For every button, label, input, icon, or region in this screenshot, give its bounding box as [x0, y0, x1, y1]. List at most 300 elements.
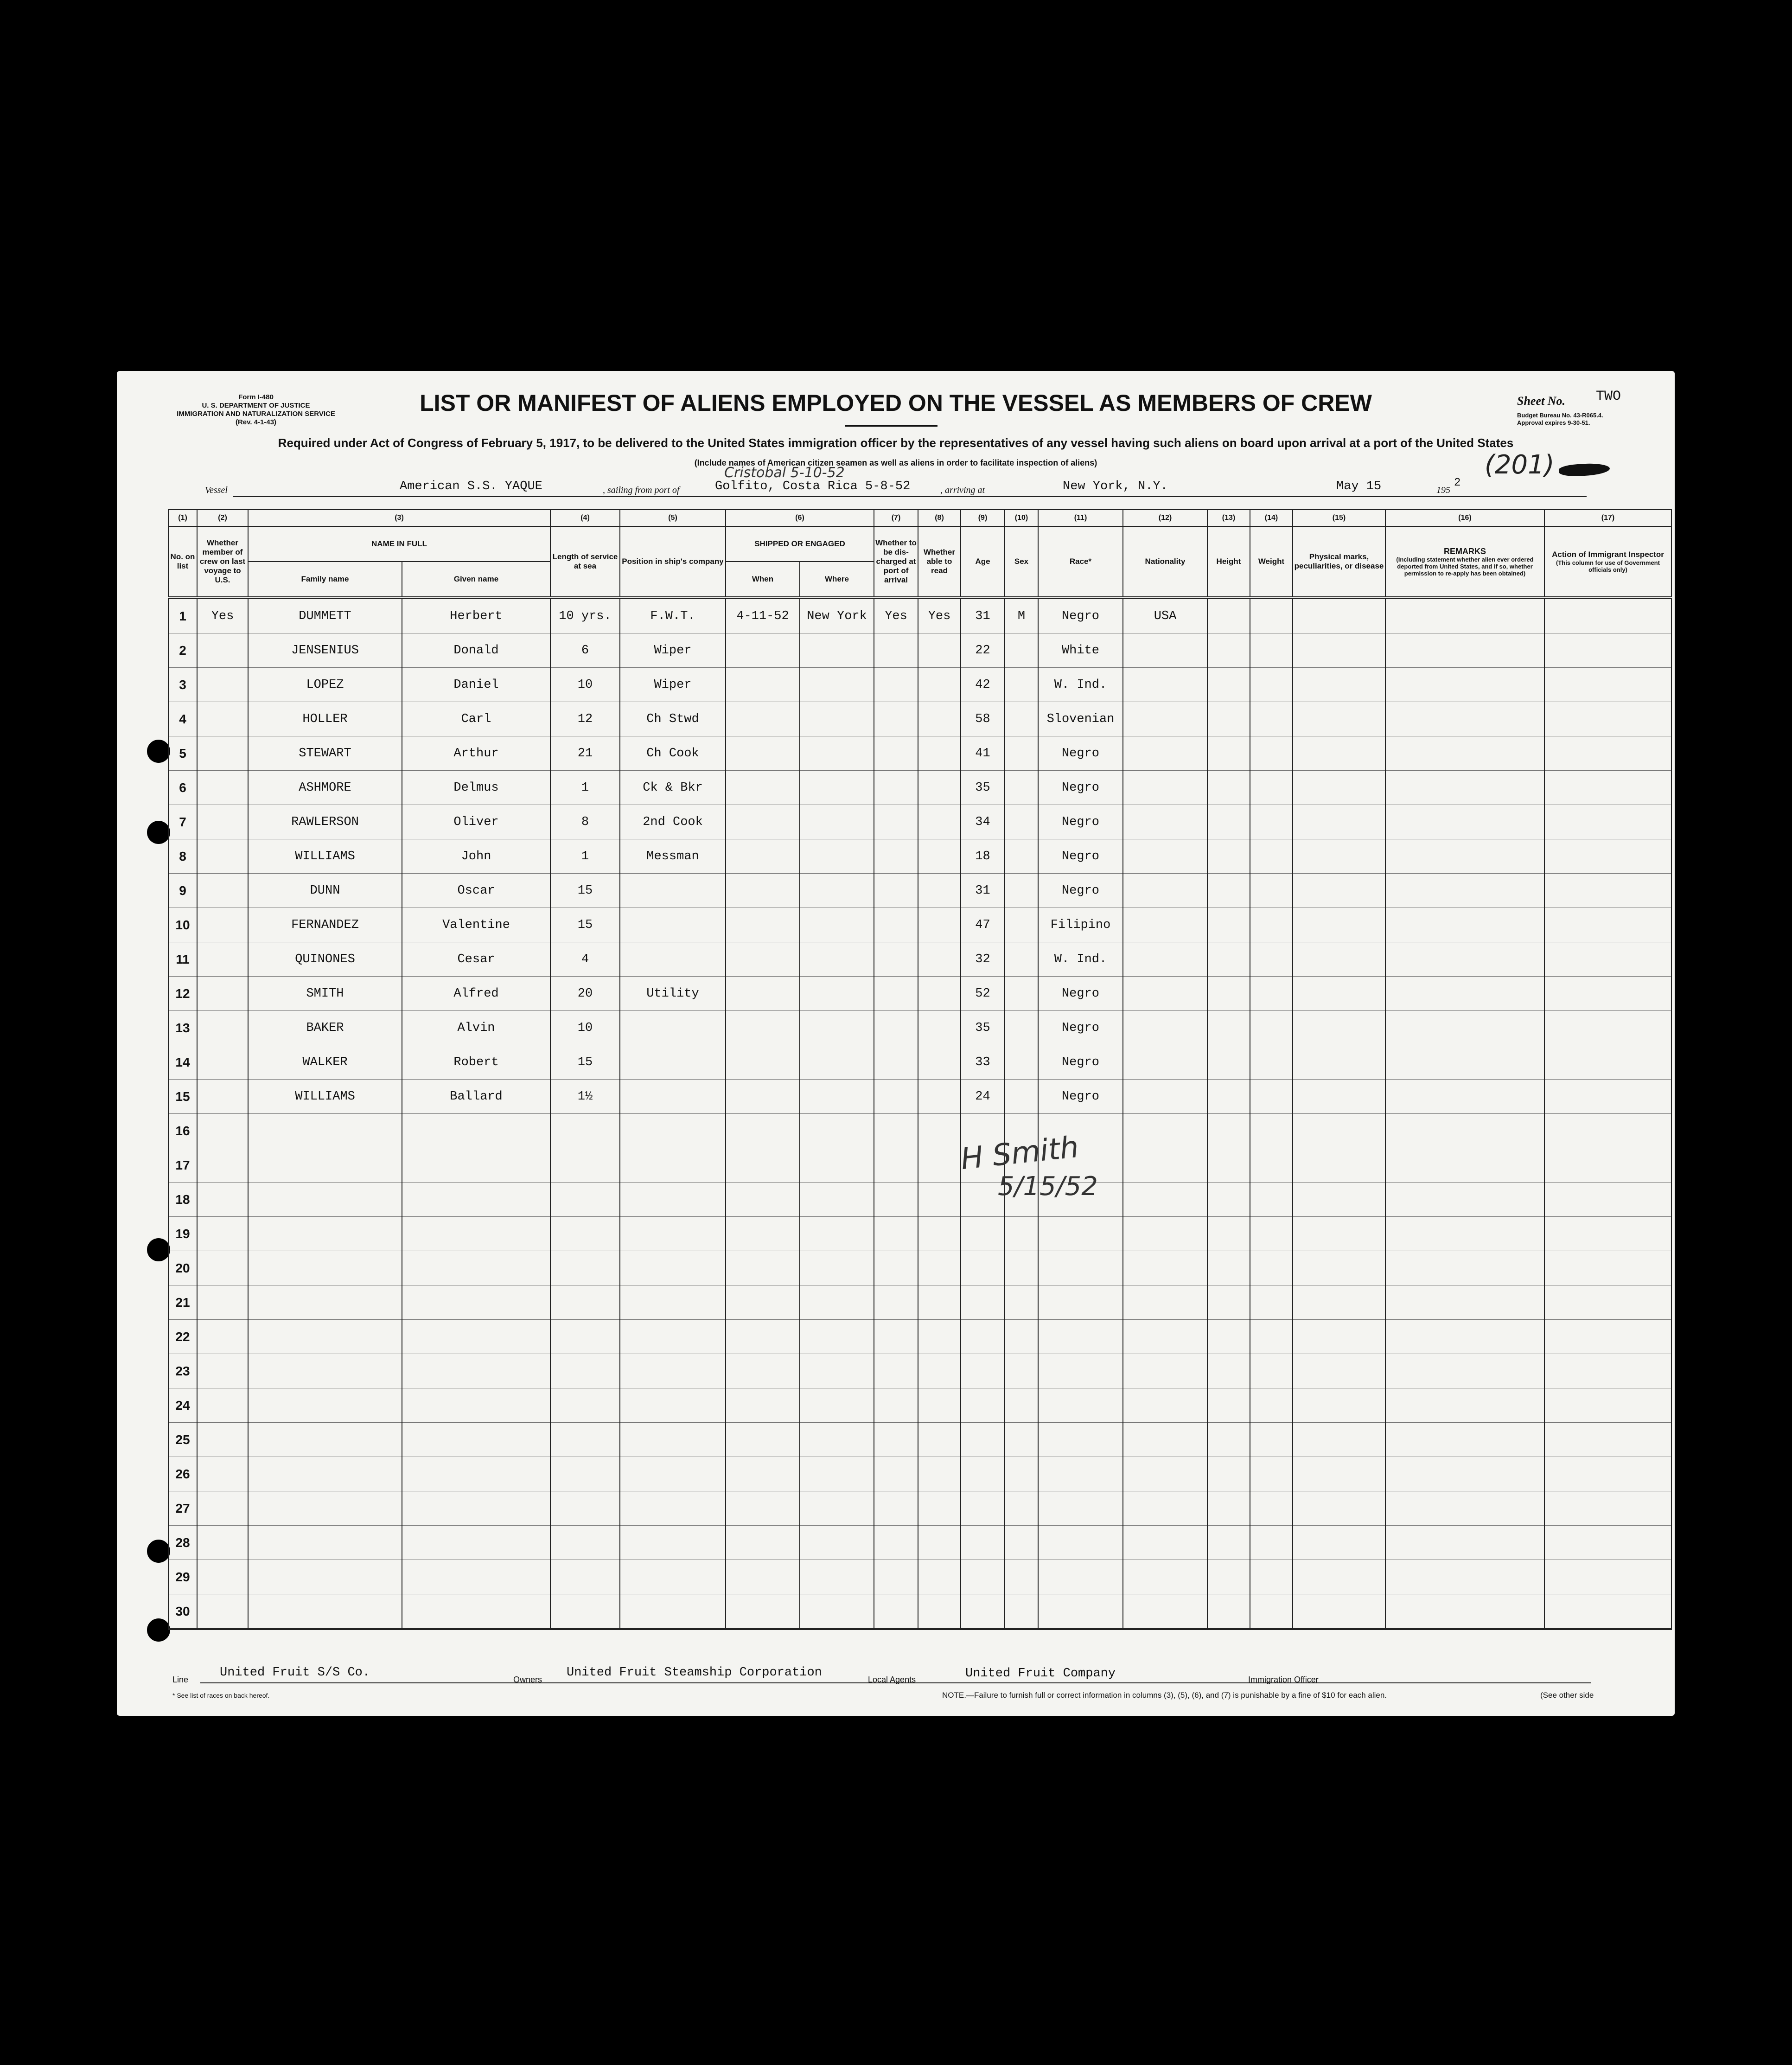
height-cell — [1207, 1320, 1250, 1354]
race-cell: Slovenian — [1038, 702, 1123, 736]
sex-cell — [1005, 1251, 1038, 1285]
remarks-cell — [1385, 1457, 1544, 1491]
weight-cell — [1250, 805, 1293, 839]
action-cell — [1544, 1183, 1671, 1217]
family-name-cell: BAKER — [248, 1011, 402, 1045]
title-underline — [845, 425, 937, 427]
page-title: LIST OR MANIFEST OF ALIENS EMPLOYED ON THE VESSEL AS MEMBERS OF CREW — [420, 390, 1372, 416]
shipped-where-cell — [800, 1114, 874, 1148]
sex-cell: M — [1005, 598, 1038, 633]
action-cell — [1544, 1560, 1671, 1594]
previous-voyage-cell — [197, 1080, 248, 1114]
given-name-cell — [402, 1526, 550, 1560]
port-annotation: Cristobal 5-10-52 — [724, 465, 845, 481]
nationality-cell — [1123, 1594, 1207, 1630]
height-cell — [1207, 1526, 1250, 1560]
action-cell — [1544, 874, 1671, 908]
physical-marks-cell — [1293, 736, 1385, 771]
age-cell: 24 — [961, 1080, 1005, 1114]
height-cell — [1207, 1594, 1250, 1630]
punch-hole — [147, 1618, 170, 1642]
position-cell: Wiper — [620, 668, 726, 702]
weight-cell — [1250, 1183, 1293, 1217]
height-cell — [1207, 633, 1250, 668]
length-of-service-cell — [550, 1388, 620, 1423]
able-to-read-cell — [918, 1457, 961, 1491]
shipped-where-cell: New York — [800, 598, 874, 633]
remarks-cell — [1385, 771, 1544, 805]
race-cell: W. Ind. — [1038, 942, 1123, 977]
race-cell — [1038, 1354, 1123, 1388]
shipped-where-cell — [800, 1526, 874, 1560]
shipped-when-cell — [726, 702, 800, 736]
previous-voyage-cell — [197, 908, 248, 942]
nationality-cell — [1123, 1217, 1207, 1251]
position-cell — [620, 908, 726, 942]
row-number-cell: 4 — [168, 702, 197, 736]
action-cell — [1544, 839, 1671, 874]
discharged-cell — [874, 736, 918, 771]
height-cell — [1207, 598, 1250, 633]
given-name-cell — [402, 1114, 550, 1148]
race-cell: White — [1038, 633, 1123, 668]
weight-cell — [1250, 1320, 1293, 1354]
height-cell — [1207, 702, 1250, 736]
previous-voyage-cell — [197, 1388, 248, 1423]
height-cell — [1207, 1045, 1250, 1080]
handwritten-number: (201) — [1485, 450, 1555, 480]
height-cell — [1207, 1388, 1250, 1423]
position-cell — [620, 942, 726, 977]
height-cell — [1207, 908, 1250, 942]
position-cell — [620, 1217, 726, 1251]
race-cell: Negro — [1038, 874, 1123, 908]
nationality-cell — [1123, 1491, 1207, 1526]
action-cell — [1544, 1011, 1671, 1045]
shipped-when-cell — [726, 1080, 800, 1114]
height-cell — [1207, 1080, 1250, 1114]
remarks-cell — [1385, 1251, 1544, 1285]
given-name-cell — [402, 1594, 550, 1630]
previous-voyage-cell — [197, 1320, 248, 1354]
row-number-cell: 12 — [168, 977, 197, 1011]
table-row — [168, 1457, 1671, 1491]
row-number-cell: 9 — [168, 874, 197, 908]
physical-marks-cell — [1293, 1045, 1385, 1080]
race-cell — [1038, 1491, 1123, 1526]
remarks-note: (Including statement whether alien ever ordered deported from United States, and if so, whether permission to re-apply has been obtained) — [1396, 556, 1534, 577]
remarks-cell — [1385, 1560, 1544, 1594]
family-name-cell — [248, 1594, 402, 1630]
sex-cell — [1005, 1491, 1038, 1526]
row-number-cell: 23 — [168, 1354, 197, 1388]
remarks-cell — [1385, 1183, 1544, 1217]
local-agents-label: Local Agents — [868, 1675, 916, 1684]
nationality-cell — [1123, 1320, 1207, 1354]
nationality-cell — [1123, 736, 1207, 771]
sex-cell — [1005, 839, 1038, 874]
sex-cell — [1005, 1011, 1038, 1045]
discharged-cell — [874, 1045, 918, 1080]
weight-cell — [1250, 1388, 1293, 1423]
table-row — [168, 1491, 1671, 1526]
height-cell — [1207, 1217, 1250, 1251]
arriving-label: , arriving at — [940, 485, 985, 495]
length-of-service-cell: 8 — [550, 805, 620, 839]
table-row — [168, 771, 1671, 805]
discharged-cell — [874, 874, 918, 908]
weight-cell — [1250, 1354, 1293, 1388]
action-cell — [1544, 771, 1671, 805]
weight-cell — [1250, 908, 1293, 942]
shipped-when-cell — [726, 1011, 800, 1045]
shipped-when-cell — [726, 1354, 800, 1388]
age-cell: 47 — [961, 908, 1005, 942]
given-name-cell: Alvin — [402, 1011, 550, 1045]
punch-hole — [147, 1540, 170, 1563]
race-cell: Negro — [1038, 977, 1123, 1011]
given-name-cell: Robert — [402, 1045, 550, 1080]
row-number-cell: 13 — [168, 1011, 197, 1045]
family-name-cell — [248, 1217, 402, 1251]
family-name-cell: FERNANDEZ — [248, 908, 402, 942]
col-number: (9) — [961, 510, 1005, 526]
able-to-read-cell — [918, 1526, 961, 1560]
row-number-cell: 11 — [168, 942, 197, 977]
action-cell — [1544, 702, 1671, 736]
weight-cell — [1250, 668, 1293, 702]
family-name-cell: QUINONES — [248, 942, 402, 977]
discharged-cell — [874, 1526, 918, 1560]
physical-marks-cell — [1293, 1320, 1385, 1354]
given-name-cell: John — [402, 839, 550, 874]
able-to-read-cell — [918, 1320, 961, 1354]
action-cell — [1544, 598, 1671, 633]
remarks-cell — [1385, 839, 1544, 874]
action-cell — [1544, 942, 1671, 977]
punch-hole — [147, 1238, 170, 1261]
sex-cell — [1005, 633, 1038, 668]
sex-cell — [1005, 1354, 1038, 1388]
discharged-cell — [874, 1594, 918, 1630]
previous-voyage-cell — [197, 668, 248, 702]
table-row — [168, 1251, 1671, 1285]
position-cell — [620, 1011, 726, 1045]
nationality-cell — [1123, 1285, 1207, 1320]
discharged-cell — [874, 1354, 918, 1388]
col-number: (3) — [248, 510, 550, 526]
able-to-read-cell — [918, 908, 961, 942]
nationality-cell — [1123, 1080, 1207, 1114]
row-number-cell: 6 — [168, 771, 197, 805]
race-cell — [1038, 1217, 1123, 1251]
physical-marks-cell — [1293, 1560, 1385, 1594]
weight-cell — [1250, 1114, 1293, 1148]
nationality-cell — [1123, 702, 1207, 736]
nationality-cell — [1123, 1560, 1207, 1594]
able-to-read-cell — [918, 1388, 961, 1423]
physical-marks-cell — [1293, 1423, 1385, 1457]
remarks-cell — [1385, 1011, 1544, 1045]
shipped-when-cell — [726, 1526, 800, 1560]
shipped-when-cell — [726, 771, 800, 805]
family-name-cell: LOPEZ — [248, 668, 402, 702]
previous-voyage-cell — [197, 702, 248, 736]
remarks-cell — [1385, 874, 1544, 908]
given-name-cell: Alfred — [402, 977, 550, 1011]
action-note: (This column for use of Government officials only) — [1556, 559, 1660, 573]
discharged-cell — [874, 1560, 918, 1594]
physical-marks-cell — [1293, 942, 1385, 977]
sheet-number-label: Sheet No. — [1517, 394, 1565, 408]
col-number: (4) — [550, 510, 620, 526]
nationality-cell — [1123, 1183, 1207, 1217]
length-of-service-cell — [550, 1285, 620, 1320]
remarks-cell — [1385, 1388, 1544, 1423]
crew-rows — [168, 598, 1671, 1629]
shipped-where-cell — [800, 668, 874, 702]
previous-voyage-cell — [197, 839, 248, 874]
action-cell — [1544, 1045, 1671, 1080]
race-cell — [1038, 1423, 1123, 1457]
weight-cell — [1250, 1423, 1293, 1457]
age-cell — [961, 1217, 1005, 1251]
row-number-cell: 30 — [168, 1594, 197, 1630]
inspector-signature: H Smith — [959, 1130, 1081, 1177]
shipped-when-cell — [726, 908, 800, 942]
physical-marks-cell — [1293, 1594, 1385, 1630]
family-name-cell: ASHMORE — [248, 771, 402, 805]
physical-marks-cell — [1293, 805, 1385, 839]
shipped-when-cell — [726, 1045, 800, 1080]
position-cell — [620, 1183, 726, 1217]
family-name-cell — [248, 1183, 402, 1217]
sex-cell — [1005, 771, 1038, 805]
discharged-cell — [874, 1457, 918, 1491]
physical-marks-cell — [1293, 1011, 1385, 1045]
table-row — [168, 1526, 1671, 1560]
form-number: Form I-480 — [238, 393, 274, 401]
previous-voyage-cell — [197, 805, 248, 839]
previous-voyage-cell — [197, 977, 248, 1011]
race-cell: Negro — [1038, 736, 1123, 771]
given-name-cell: Oscar — [402, 874, 550, 908]
nationality-cell — [1123, 1011, 1207, 1045]
able-to-read-cell — [918, 1251, 961, 1285]
position-cell: Ck & Bkr — [620, 771, 726, 805]
discharged-cell — [874, 977, 918, 1011]
length-of-service-cell: 20 — [550, 977, 620, 1011]
nationality-cell — [1123, 1423, 1207, 1457]
physical-marks-cell — [1293, 633, 1385, 668]
family-name-cell: WALKER — [248, 1045, 402, 1080]
table-row — [168, 1045, 1671, 1080]
family-name-cell: DUMMETT — [248, 598, 402, 633]
length-of-service-cell: 10 yrs. — [550, 598, 620, 633]
age-cell: 35 — [961, 771, 1005, 805]
discharged-cell — [874, 668, 918, 702]
given-name-header: Given name — [402, 562, 550, 598]
able-to-read-cell — [918, 1011, 961, 1045]
given-name-cell: Delmus — [402, 771, 550, 805]
discharged-cell — [874, 1388, 918, 1423]
given-name-cell — [402, 1423, 550, 1457]
length-of-service-cell: 1½ — [550, 1080, 620, 1114]
weight-header: Weight — [1250, 526, 1293, 598]
previous-voyage-cell — [197, 1457, 248, 1491]
remarks-cell — [1385, 1285, 1544, 1320]
able-to-read-cell: Yes — [918, 598, 961, 633]
when-header: When — [726, 562, 800, 598]
vessel-name: American S.S. YAQUE — [400, 479, 542, 493]
budget-info — [1517, 412, 1603, 427]
physical-marks-cell — [1293, 1526, 1385, 1560]
given-name-cell — [402, 1148, 550, 1183]
length-of-service-cell — [550, 1594, 620, 1630]
remarks-title: REMARKS — [1443, 546, 1486, 556]
table-row — [168, 702, 1671, 736]
height-cell — [1207, 771, 1250, 805]
length-of-service-cell: 10 — [550, 1011, 620, 1045]
race-cell: W. Ind. — [1038, 668, 1123, 702]
sex-cell — [1005, 1217, 1038, 1251]
height-cell — [1207, 874, 1250, 908]
family-name-cell — [248, 1526, 402, 1560]
vessel-label: Vessel — [205, 485, 228, 495]
col-number: (8) — [918, 510, 961, 526]
given-name-cell: Arthur — [402, 736, 550, 771]
previous-voyage-cell — [197, 1285, 248, 1320]
shipped-where-cell — [800, 771, 874, 805]
budget-number: Budget Bureau No. 43-R065.4. — [1517, 412, 1603, 419]
member-of-crew-header: Whether member of crew on last voyage to U.S. — [197, 526, 248, 598]
remarks-cell — [1385, 1354, 1544, 1388]
race-cell: Negro — [1038, 1080, 1123, 1114]
table-row — [168, 1285, 1671, 1320]
shipped-when-cell — [726, 1491, 800, 1526]
family-name-cell — [248, 1148, 402, 1183]
row-number-cell: 19 — [168, 1217, 197, 1251]
year-prefix: 195 — [1436, 485, 1450, 495]
action-cell — [1544, 1526, 1671, 1560]
height-cell — [1207, 942, 1250, 977]
age-cell — [961, 1560, 1005, 1594]
length-of-service-cell — [550, 1251, 620, 1285]
age-cell: 31 — [961, 598, 1005, 633]
position-cell — [620, 1526, 726, 1560]
arrival-date: May 15 — [1336, 479, 1382, 493]
name-in-full-header: NAME IN FULL — [248, 526, 550, 562]
length-of-service-cell: 21 — [550, 736, 620, 771]
owners-label: Owners — [513, 1675, 542, 1684]
shipped-where-cell — [800, 1080, 874, 1114]
shipped-where-cell — [800, 1011, 874, 1045]
physical-marks-cell — [1293, 1491, 1385, 1526]
remarks-cell — [1385, 1526, 1544, 1560]
physical-marks-cell — [1293, 874, 1385, 908]
service-name: IMMIGRATION AND NATURALIZATION SERVICE — [177, 410, 335, 418]
length-of-service-cell: 15 — [550, 1045, 620, 1080]
race-cell: Negro — [1038, 1045, 1123, 1080]
nationality-cell — [1123, 874, 1207, 908]
col-number: (15) — [1293, 510, 1385, 526]
position-cell — [620, 1560, 726, 1594]
sex-cell — [1005, 805, 1038, 839]
shipped-where-cell — [800, 942, 874, 977]
sex-cell — [1005, 874, 1038, 908]
sailing-port: Golfito, Costa Rica 5-8-52 — [715, 479, 911, 493]
row-number-cell: 16 — [168, 1114, 197, 1148]
table-row — [168, 1354, 1671, 1388]
physical-marks-cell — [1293, 1251, 1385, 1285]
physical-marks-cell — [1293, 908, 1385, 942]
physical-marks-cell — [1293, 1148, 1385, 1183]
weight-cell — [1250, 1285, 1293, 1320]
shipped-when-cell — [726, 1183, 800, 1217]
family-name-cell — [248, 1354, 402, 1388]
shipped-when-cell — [726, 874, 800, 908]
row-number-cell: 5 — [168, 736, 197, 771]
given-name-cell: Valentine — [402, 908, 550, 942]
remarks-cell — [1385, 702, 1544, 736]
nationality-cell — [1123, 1526, 1207, 1560]
discharged-cell — [874, 771, 918, 805]
col-number: (6) — [726, 510, 874, 526]
row-number-cell: 26 — [168, 1457, 197, 1491]
previous-voyage-cell — [197, 1594, 248, 1630]
sex-cell — [1005, 1526, 1038, 1560]
previous-voyage-cell — [197, 1491, 248, 1526]
weight-cell — [1250, 1011, 1293, 1045]
physical-marks-cell — [1293, 702, 1385, 736]
sex-cell — [1005, 1388, 1038, 1423]
previous-voyage-cell — [197, 1217, 248, 1251]
given-name-cell — [402, 1457, 550, 1491]
sex-header: Sex — [1005, 526, 1038, 598]
able-to-read-cell — [918, 702, 961, 736]
action-cell — [1544, 805, 1671, 839]
races-note: * See list of races on back hereof. — [172, 1692, 270, 1699]
given-name-cell — [402, 1217, 550, 1251]
race-cell — [1038, 1560, 1123, 1594]
shipped-where-cell — [800, 1320, 874, 1354]
length-of-service-cell — [550, 1183, 620, 1217]
row-number-cell: 29 — [168, 1560, 197, 1594]
shipped-where-cell — [800, 1491, 874, 1526]
able-to-read-cell — [918, 1285, 961, 1320]
length-of-service-cell — [550, 1526, 620, 1560]
position-cell — [620, 1251, 726, 1285]
shipped-where-cell — [800, 1183, 874, 1217]
height-cell — [1207, 977, 1250, 1011]
weight-cell — [1250, 633, 1293, 668]
weight-cell — [1250, 1560, 1293, 1594]
discharged-cell — [874, 1423, 918, 1457]
previous-voyage-cell — [197, 1114, 248, 1148]
previous-voyage-cell — [197, 1526, 248, 1560]
previous-voyage-cell — [197, 1560, 248, 1594]
length-of-service-cell — [550, 1560, 620, 1594]
immigration-officer-label: Immigration Officer — [1248, 1675, 1319, 1684]
col-number: (11) — [1038, 510, 1123, 526]
table-row — [168, 977, 1671, 1011]
weight-cell — [1250, 1217, 1293, 1251]
height-cell — [1207, 1183, 1250, 1217]
position-cell — [620, 1388, 726, 1423]
length-of-service-cell: 1 — [550, 771, 620, 805]
row-number-cell: 3 — [168, 668, 197, 702]
nationality-cell — [1123, 633, 1207, 668]
